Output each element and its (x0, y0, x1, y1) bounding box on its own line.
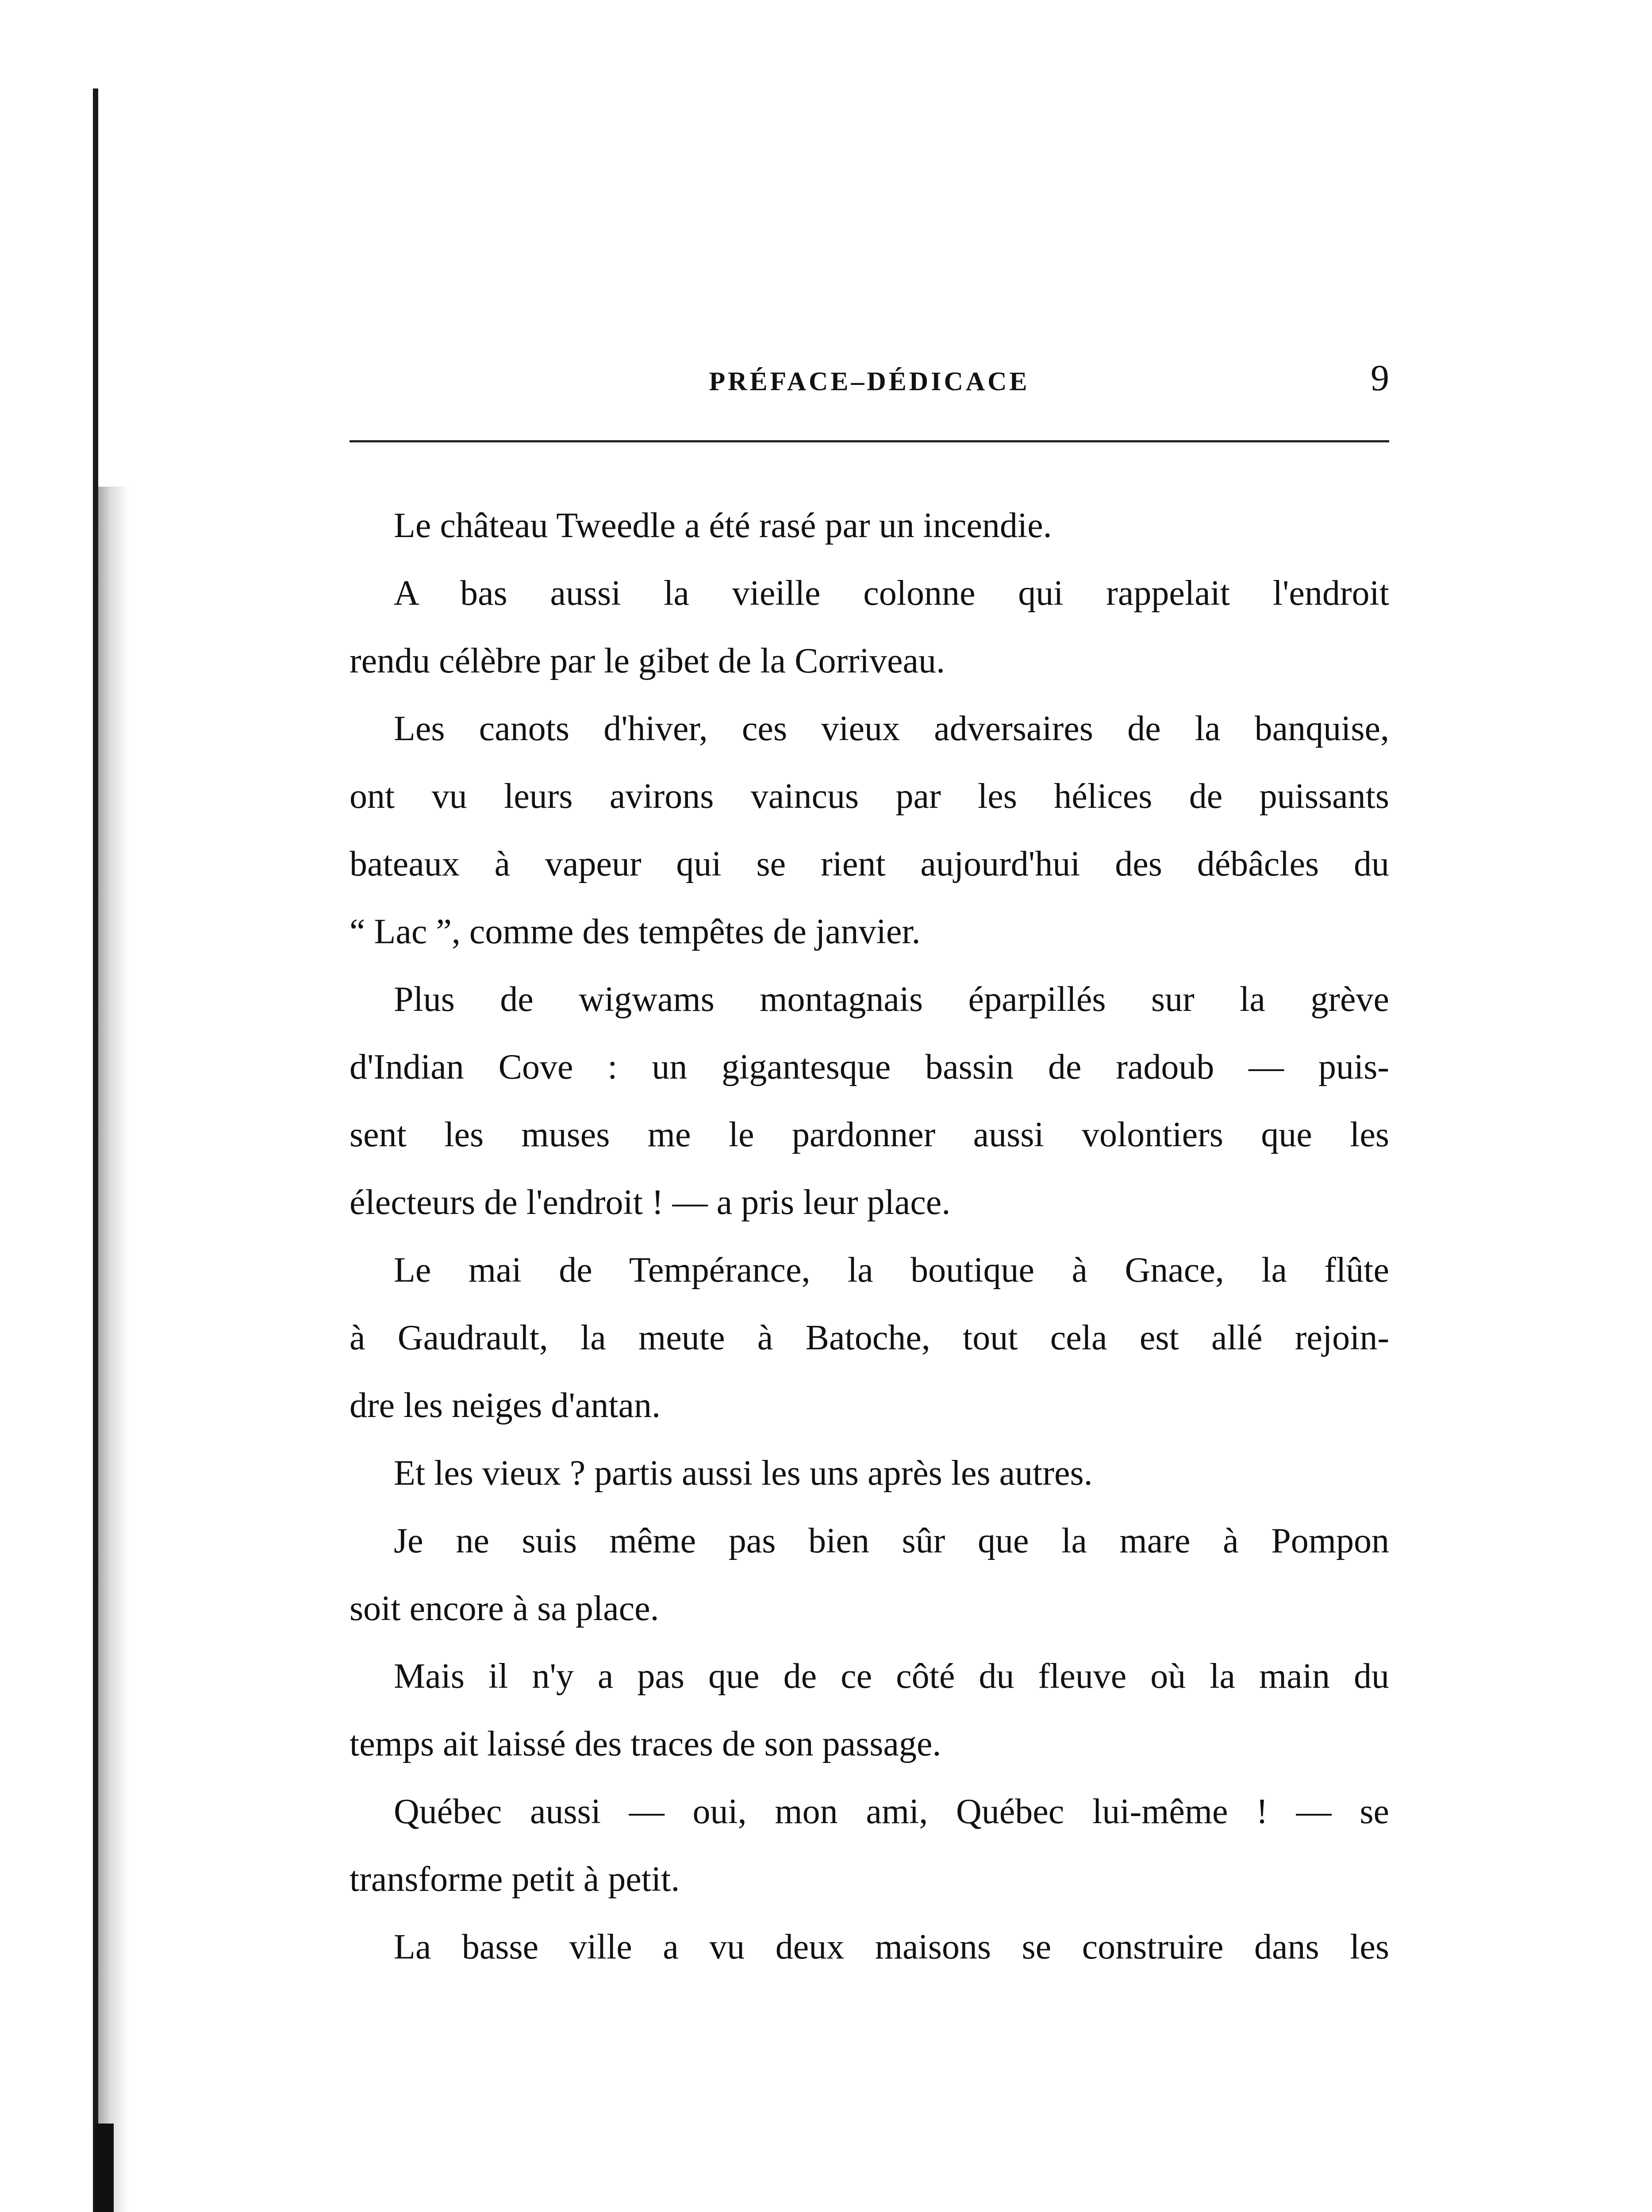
text-line: d'Indian Cove : un gigantesque bassin de radoub — puis- (350, 1048, 1389, 1087)
text-line: Le château Tweedle a été rasé par un incendie. (394, 506, 1052, 545)
page-number: 9 (1371, 357, 1389, 399)
header-rule (350, 440, 1389, 442)
text-line: dre les neiges d'antan. (350, 1386, 661, 1425)
binding-edge-dark (95, 2124, 114, 2212)
text-line: ont vu leurs avirons vaincus par les hélices de puissants (350, 777, 1389, 816)
text-line: rendu célèbre par le gibet de la Corriveau. (350, 641, 945, 680)
text-line: transforme petit à petit. (350, 1860, 680, 1899)
text-line: Et les vieux ? partis aussi les uns après les autres. (394, 1454, 1093, 1493)
text-line: soit encore à sa place. (350, 1589, 659, 1628)
text-line: La basse ville a vu deux maisons se construire dans les (394, 1928, 1389, 1966)
text-line: Plus de wigwams montagnais éparpillés sur la grève (394, 980, 1389, 1019)
binding-shadow (98, 487, 129, 2212)
running-head: PRÉFACE–DÉDICACE (709, 367, 1030, 396)
text-line: temps ait laissé des traces de son passage. (350, 1724, 941, 1763)
text-line: “ Lac ”, comme des tempêtes de janvier. (350, 912, 921, 951)
text-line: sent les muses me le pardonner aussi volontiers que les (350, 1115, 1389, 1154)
text-line: A bas aussi la vieille colonne qui rappelait l'endroit (394, 574, 1389, 613)
text-line: Les canots d'hiver, ces vieux adversaires de la banquise, (394, 709, 1389, 748)
text-line: Le mai de Tempérance, la boutique à Gnace, la flûte (394, 1251, 1389, 1290)
text-line: à Gaudrault, la meute à Batoche, tout cela est allé rejoin- (350, 1318, 1389, 1357)
text-line: Je ne suis même pas bien sûr que la mare à Pompon (394, 1521, 1389, 1560)
binding-edge (93, 88, 98, 2212)
body-text (350, 492, 1389, 1981)
text-line: Mais il n'y a pas que de ce côté du fleuve où la main du (394, 1657, 1389, 1696)
text-line: Québec aussi — oui, mon ami, Québec lui-même ! — se (394, 1792, 1389, 1831)
text-line: électeurs de l'endroit ! — a pris leur place. (350, 1183, 951, 1222)
text-line: bateaux à vapeur qui se rient aujourd'hui des débâcles du (350, 845, 1389, 883)
